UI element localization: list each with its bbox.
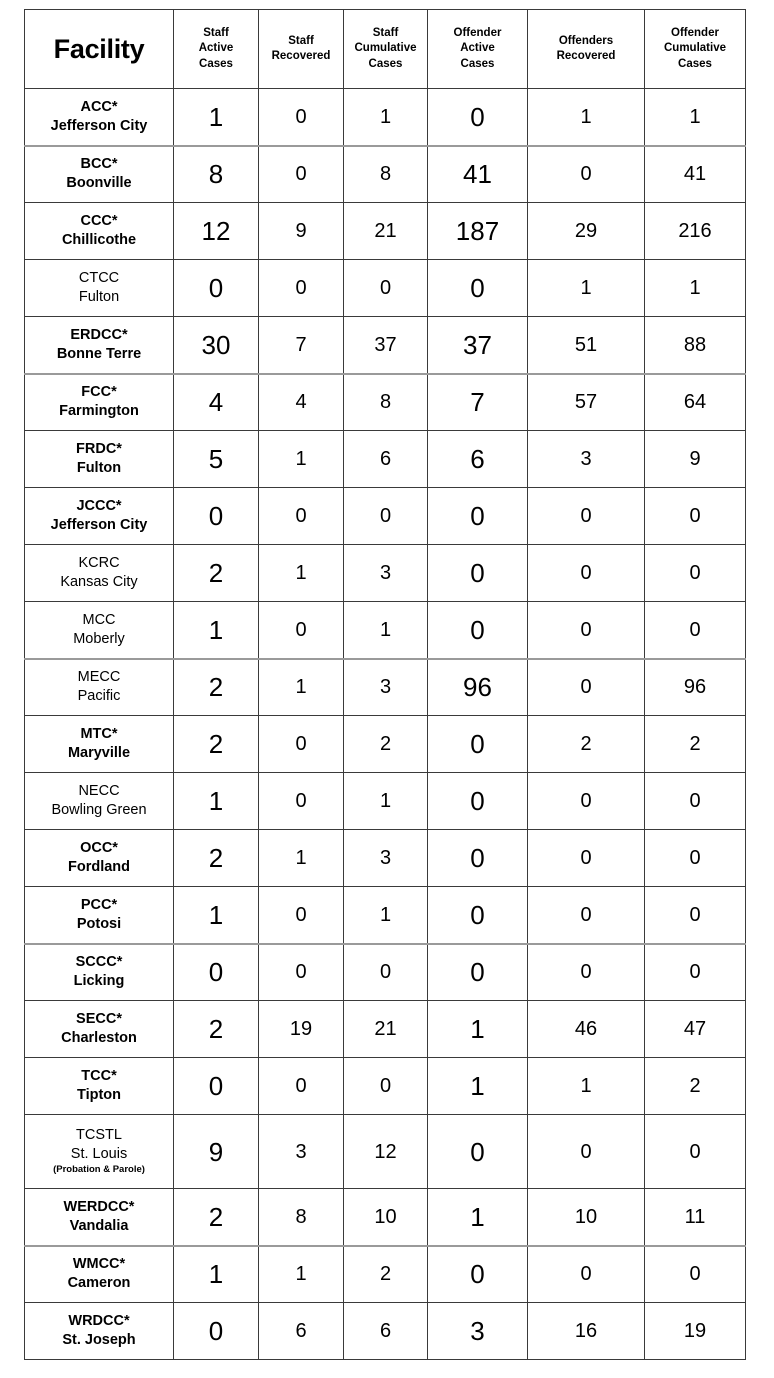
table-row [25, 830, 746, 887]
facility-city: Jefferson City [50, 517, 148, 533]
column-header-staff_active [174, 10, 259, 89]
cell-staff-recovered: 0 [259, 89, 344, 146]
cell-offender-active: 0 [428, 1246, 528, 1303]
column-header-line: Active [460, 42, 495, 55]
cell-offenders-recovered: 0 [528, 1246, 645, 1303]
facility-name-cell [25, 317, 174, 374]
cell-offender-cumulative: 11 [645, 1189, 746, 1246]
cell-staff-active: 2 [174, 1189, 259, 1246]
cell-staff-active: 2 [174, 659, 259, 716]
cell-offender-active: 0 [428, 830, 528, 887]
table-row [25, 545, 746, 602]
cell-offenders-recovered: 3 [528, 431, 645, 488]
cell-staff-active: 8 [174, 146, 259, 203]
facility-city: Vandalia [69, 1217, 129, 1234]
cell-offenders-recovered: 1 [528, 1058, 645, 1115]
column-header-line: Recovered [556, 50, 616, 62]
cell-staff-active: 9 [174, 1115, 259, 1189]
facility-city: Jefferson City [50, 117, 148, 134]
cell-offenders-recovered: 0 [528, 545, 645, 602]
column-header-line: Offenders [558, 34, 614, 47]
cell-offender-cumulative: 0 [645, 488, 746, 545]
column-header-staff_recovered [259, 10, 344, 89]
table-body [25, 89, 746, 1360]
cell-staff-active: 0 [174, 1058, 259, 1115]
column-header-offender_cumulative [645, 10, 746, 89]
table-row [25, 602, 746, 659]
facility-code: FRDC* [76, 441, 122, 458]
facility-code: MTC* [80, 726, 118, 743]
cell-offender-active: 0 [428, 1115, 528, 1189]
cell-staff-active: 1 [174, 887, 259, 944]
column-header-line: Cases [199, 57, 233, 70]
facility-code: OCC* [80, 840, 118, 857]
facility-code: WRDCC* [68, 1313, 130, 1330]
cell-staff-cumulative: 0 [344, 1058, 428, 1115]
column-header-line: Cumulative [664, 42, 726, 55]
cell-staff-cumulative: 12 [344, 1115, 428, 1189]
cell-staff-recovered: 0 [259, 146, 344, 203]
facility-code: ACC* [80, 98, 118, 115]
column-header-offender_active [428, 10, 528, 89]
cell-staff-active: 30 [174, 317, 259, 374]
column-header-line: Staff [203, 27, 229, 40]
facility-name-cell [25, 887, 174, 944]
facility-code: TCC* [81, 1068, 117, 1085]
facility-name-cell [25, 830, 174, 887]
cell-staff-recovered: 1 [259, 830, 344, 887]
facility-case-table [24, 9, 746, 1360]
facility-city: St. Joseph [62, 1332, 136, 1348]
facility-name-cell [25, 545, 174, 602]
cell-offender-cumulative: 64 [645, 374, 746, 431]
cell-staff-recovered: 0 [259, 716, 344, 773]
cell-staff-cumulative: 1 [344, 89, 428, 146]
facility-name-cell [25, 146, 174, 203]
cell-offender-active: 0 [428, 545, 528, 602]
facility-city: Licking [73, 973, 125, 990]
table-row [25, 887, 746, 944]
facility-name-cell [25, 488, 174, 545]
facility-city: Moberly [73, 630, 125, 647]
facility-name-cell [25, 659, 174, 716]
cell-staff-cumulative: 2 [344, 716, 428, 773]
cell-staff-cumulative: 0 [344, 944, 428, 1001]
cell-staff-active: 2 [174, 1001, 259, 1058]
table-row [25, 317, 746, 374]
cell-staff-recovered: 0 [259, 944, 344, 1001]
column-header-label: Facility [53, 33, 145, 64]
cell-staff-cumulative: 3 [344, 545, 428, 602]
cell-staff-cumulative: 8 [344, 146, 428, 203]
cell-staff-active: 2 [174, 716, 259, 773]
cell-offender-cumulative: 88 [645, 317, 746, 374]
column-header-line: Cases [678, 57, 712, 70]
cell-offenders-recovered: 0 [528, 659, 645, 716]
cell-offender-active: 7 [428, 374, 528, 431]
cell-staff-recovered: 0 [259, 488, 344, 545]
facility-city: Fulton [76, 460, 122, 476]
facility-code: ERDCC* [70, 326, 128, 343]
cell-staff-cumulative: 0 [344, 488, 428, 545]
column-header-facility [25, 10, 174, 89]
cell-offender-cumulative: 216 [645, 203, 746, 260]
cell-staff-cumulative: 21 [344, 203, 428, 260]
cell-staff-cumulative: 37 [344, 317, 428, 374]
column-header-offenders_recovered [528, 10, 645, 89]
cell-staff-recovered: 1 [259, 659, 344, 716]
cell-offender-cumulative: 96 [645, 659, 746, 716]
column-header-line: Active [198, 42, 234, 55]
facility-code: WERDCC* [63, 1198, 135, 1215]
table-row [25, 1115, 746, 1189]
cell-staff-cumulative: 1 [344, 773, 428, 830]
table-row [25, 1303, 746, 1360]
cell-offenders-recovered: 51 [528, 317, 645, 374]
facility-code: NECC [78, 783, 120, 800]
facility-city: Kansas City [60, 574, 138, 590]
facility-city: Bonne Terre [56, 345, 142, 362]
cell-offender-active: 37 [428, 317, 528, 374]
cell-offenders-recovered: 1 [528, 260, 645, 317]
column-header-line: Cases [368, 57, 403, 70]
cell-staff-recovered: 19 [259, 1001, 344, 1058]
cell-offender-cumulative: 0 [645, 830, 746, 887]
facility-code: MCC [82, 611, 116, 628]
facility-city: Chillicothe [61, 232, 137, 248]
cell-staff-recovered: 1 [259, 545, 344, 602]
table-row [25, 146, 746, 203]
cell-staff-recovered: 4 [259, 374, 344, 431]
cell-staff-active: 2 [174, 830, 259, 887]
facility-name-cell [25, 1058, 174, 1115]
cell-offender-cumulative: 2 [645, 716, 746, 773]
facility-city: Pacific [77, 688, 121, 705]
cell-staff-active: 5 [174, 431, 259, 488]
facility-name-cell [25, 203, 174, 260]
cell-offender-cumulative: 0 [645, 944, 746, 1001]
table-row [25, 431, 746, 488]
table-row [25, 659, 746, 716]
cell-offenders-recovered: 1 [528, 89, 645, 146]
cell-offender-active: 0 [428, 602, 528, 659]
facility-city: Potosi [76, 915, 122, 932]
facility-city: Tipton [76, 1087, 122, 1103]
cell-offender-cumulative: 1 [645, 89, 746, 146]
cell-offender-active: 0 [428, 887, 528, 944]
column-header-line: Offender [453, 27, 502, 40]
cell-offenders-recovered: 0 [528, 830, 645, 887]
facility-name-cell [25, 602, 174, 659]
cell-staff-cumulative: 6 [344, 1303, 428, 1360]
facility-name-cell [25, 1001, 174, 1058]
facility-code: JCCC* [76, 498, 122, 515]
facility-code: PCC* [80, 896, 118, 913]
table-row [25, 1246, 746, 1303]
facility-code: KCRC [78, 555, 120, 572]
column-header-line: Offender [671, 27, 719, 40]
facility-code: SECC* [76, 1011, 122, 1028]
cell-offenders-recovered: 0 [528, 602, 645, 659]
cell-offender-active: 0 [428, 944, 528, 1001]
cell-offenders-recovered: 0 [528, 887, 645, 944]
cell-offenders-recovered: 0 [528, 1115, 645, 1189]
column-header-line: Staff [372, 27, 399, 40]
facility-name-cell [25, 1189, 174, 1246]
cell-offender-active: 41 [428, 146, 528, 203]
cell-offender-cumulative: 0 [645, 1246, 746, 1303]
cell-staff-cumulative: 6 [344, 431, 428, 488]
cell-offender-cumulative: 0 [645, 1115, 746, 1189]
table-row [25, 773, 746, 830]
facility-code: CCC* [80, 213, 118, 230]
facility-name-cell [25, 89, 174, 146]
cell-staff-cumulative: 21 [344, 1001, 428, 1058]
cell-staff-active: 0 [174, 1303, 259, 1360]
cell-offender-active: 96 [428, 659, 528, 716]
cell-staff-recovered: 0 [259, 260, 344, 317]
cell-staff-cumulative: 3 [344, 830, 428, 887]
table-row [25, 89, 746, 146]
cell-staff-recovered: 1 [259, 1246, 344, 1303]
cell-staff-cumulative: 1 [344, 887, 428, 944]
cell-offender-cumulative: 0 [645, 887, 746, 944]
facility-note: (Probation & Parole) [53, 1163, 145, 1175]
cell-offender-active: 1 [428, 1189, 528, 1246]
cell-offender-cumulative: 0 [645, 545, 746, 602]
table-row [25, 944, 746, 1001]
facility-code: MECC [77, 669, 121, 686]
table-row [25, 488, 746, 545]
facility-code: CTCC [78, 270, 120, 287]
cell-offender-active: 0 [428, 773, 528, 830]
cell-staff-active: 0 [174, 944, 259, 1001]
cell-offenders-recovered: 29 [528, 203, 645, 260]
facility-name-cell [25, 944, 174, 1001]
column-header-line: Staff [288, 34, 314, 47]
facility-city: Fordland [67, 859, 131, 875]
cell-offender-cumulative: 1 [645, 260, 746, 317]
cell-offenders-recovered: 46 [528, 1001, 645, 1058]
cell-offender-active: 1 [428, 1001, 528, 1058]
column-header-line: Cases [460, 57, 495, 70]
cell-staff-active: 0 [174, 260, 259, 317]
cell-offender-active: 1 [428, 1058, 528, 1115]
table-header-row [25, 10, 746, 89]
facility-name-cell [25, 374, 174, 431]
cell-staff-recovered: 0 [259, 602, 344, 659]
facility-name-cell [25, 1246, 174, 1303]
cell-staff-recovered: 7 [259, 317, 344, 374]
cell-offender-active: 0 [428, 716, 528, 773]
column-header-staff_cumulative [344, 10, 428, 89]
facility-name-cell [25, 716, 174, 773]
cell-offenders-recovered: 0 [528, 773, 645, 830]
cell-staff-cumulative: 0 [344, 260, 428, 317]
cell-staff-active: 1 [174, 602, 259, 659]
cell-staff-active: 1 [174, 1246, 259, 1303]
facility-city: Bowling Green [51, 802, 147, 818]
table-row [25, 374, 746, 431]
table-row [25, 1058, 746, 1115]
cell-offenders-recovered: 0 [528, 146, 645, 203]
cell-offender-active: 0 [428, 260, 528, 317]
cell-staff-recovered: 6 [259, 1303, 344, 1360]
table-header [25, 10, 746, 89]
facility-name-cell [25, 773, 174, 830]
cell-staff-recovered: 0 [259, 887, 344, 944]
cell-staff-cumulative: 10 [344, 1189, 428, 1246]
cell-offenders-recovered: 2 [528, 716, 645, 773]
cell-staff-active: 1 [174, 773, 259, 830]
cell-staff-cumulative: 3 [344, 659, 428, 716]
facility-city: Maryville [67, 745, 131, 761]
facility-name-cell [25, 1115, 174, 1189]
cell-staff-active: 2 [174, 545, 259, 602]
cell-offenders-recovered: 16 [528, 1303, 645, 1360]
cell-staff-recovered: 8 [259, 1189, 344, 1246]
column-header-line: Cumulative [354, 42, 417, 55]
cell-offender-cumulative: 19 [645, 1303, 746, 1360]
cell-offender-active: 6 [428, 431, 528, 488]
facility-code: FCC* [81, 384, 117, 401]
cell-staff-active: 12 [174, 203, 259, 260]
facility-city: Boonville [66, 175, 132, 192]
cell-offender-active: 3 [428, 1303, 528, 1360]
facility-city: Charleston [61, 1030, 137, 1046]
facility-code: WMCC* [72, 1256, 126, 1273]
table-row [25, 716, 746, 773]
facility-code: TCSTL [76, 1127, 122, 1144]
facility-code: SCCC* [75, 954, 123, 971]
cell-offenders-recovered: 10 [528, 1189, 645, 1246]
facility-city: Farmington [59, 403, 139, 420]
cell-staff-cumulative: 2 [344, 1246, 428, 1303]
cell-offenders-recovered: 0 [528, 944, 645, 1001]
cell-staff-active: 1 [174, 89, 259, 146]
cell-offender-cumulative: 41 [645, 146, 746, 203]
cell-offenders-recovered: 57 [528, 374, 645, 431]
cell-offender-cumulative: 9 [645, 431, 746, 488]
cell-offender-cumulative: 47 [645, 1001, 746, 1058]
facility-name-cell [25, 1303, 174, 1360]
cell-staff-recovered: 0 [259, 773, 344, 830]
cell-offenders-recovered: 0 [528, 488, 645, 545]
cell-staff-active: 4 [174, 374, 259, 431]
facility-city: Fulton [78, 289, 120, 305]
table-row [25, 203, 746, 260]
cell-staff-cumulative: 1 [344, 602, 428, 659]
cell-staff-recovered: 3 [259, 1115, 344, 1189]
cell-staff-recovered: 1 [259, 431, 344, 488]
column-header-line: Recovered [271, 50, 331, 62]
cell-offender-cumulative: 0 [645, 602, 746, 659]
cell-offender-cumulative: 2 [645, 1058, 746, 1115]
cell-offender-cumulative: 0 [645, 773, 746, 830]
facility-name-cell [25, 260, 174, 317]
facility-name-cell [25, 431, 174, 488]
table-row [25, 260, 746, 317]
cell-staff-cumulative: 8 [344, 374, 428, 431]
facility-code: BCC* [80, 156, 118, 173]
cell-offender-active: 187 [428, 203, 528, 260]
cell-staff-recovered: 9 [259, 203, 344, 260]
cell-staff-recovered: 0 [259, 1058, 344, 1115]
facility-city: St. Louis [70, 1146, 128, 1163]
table-row [25, 1001, 746, 1058]
cell-staff-active: 0 [174, 488, 259, 545]
facility-city: Cameron [67, 1275, 131, 1292]
cell-offender-active: 0 [428, 89, 528, 146]
cell-offender-active: 0 [428, 488, 528, 545]
table-row [25, 1189, 746, 1246]
